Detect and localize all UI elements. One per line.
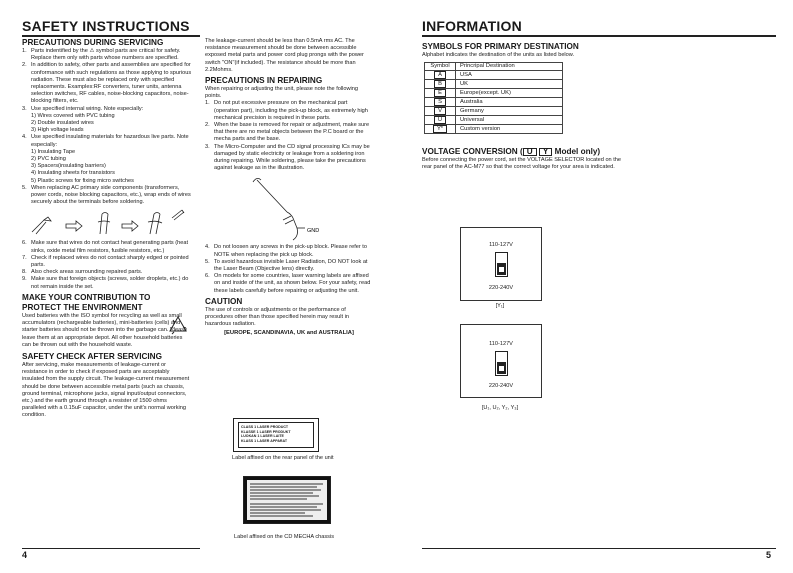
symbol-key: V bbox=[434, 107, 446, 115]
middle-column bbox=[205, 38, 373, 338]
gnd-label: GND bbox=[307, 228, 320, 235]
left-title-rule bbox=[22, 35, 200, 37]
page-number-left: 4 bbox=[22, 550, 28, 560]
right-title-rule bbox=[422, 35, 776, 37]
list-item: 4. Use specified insulating materials for hazardous live parts. Note especially: bbox=[22, 134, 189, 148]
list-item: 8. Also check areas surrounding repaired parts. bbox=[22, 269, 143, 276]
region-label: [EUROPE, SCANDINAVIA, UK and AUSTRALIA] bbox=[224, 330, 354, 337]
label2-caption: Label affixed on the CD MECHA chassis bbox=[234, 534, 335, 540]
insulation-5: 5) Plastic screws for fixing micro switches bbox=[31, 177, 134, 184]
list-item: 7. Check if replaced wires do not contact sharply edged or pointed parts. bbox=[22, 254, 189, 269]
wiring-2: 2) Double insulated wires bbox=[31, 120, 94, 127]
safety-check-text: After servicing, make measurements of leakage-current or resistance in order to check if exposed parts are acceptably insulated from the supply circuit. The leakage-current measurement should be done between accessible metal parts (such as chassis, ground terminal, microphone jacks, signal input/output connectors, etc.) and the earth ground through a resister of 1500 ohms paralleled with a 0.15uF capacitor, under the unit's normal working condition. bbox=[22, 361, 190, 419]
repair-heading: PRECAUTIONS IN REPAIRING bbox=[205, 76, 323, 86]
destination-cell: Europe(except. UK) bbox=[456, 89, 563, 98]
voltage-selector-figure-2 bbox=[460, 324, 542, 398]
table-row bbox=[425, 125, 563, 134]
label1-line-1: CLASS 1 LASER PRODUCT bbox=[241, 425, 289, 429]
wiring-1: 1) Wires covered with PVC tubing bbox=[31, 112, 115, 119]
list-item: 1. Do not put excessive pressure on the mechanical part (operation part), including the pick-up block, as extremely high mechanical precision is required in these parts. bbox=[205, 100, 368, 121]
fig1-bottom-label: 220-240V bbox=[488, 285, 514, 291]
environment-text: Used batteries with the ISO symbol for recycling as well as small accumulators (rechargeable batteries), mini-batteries (cells) and starter batteries should not be thrown into the garbage can. Please leave them at an appropriate depot. All other household batteries can be thrown out with the household waste. bbox=[22, 312, 188, 348]
table-row bbox=[425, 116, 563, 125]
repair-intro: When repairing or adjusting the unit, please note the following points. bbox=[205, 86, 358, 100]
safety-check-heading: SAFETY CHECK AFTER SERVICING bbox=[22, 351, 162, 361]
symbol-key: A bbox=[434, 71, 446, 79]
symbol-key: E bbox=[434, 89, 446, 97]
destination-cell: Universal bbox=[456, 116, 563, 125]
wiring-3: 3) High voltage leads bbox=[31, 127, 84, 134]
table-header: Princripal Destination bbox=[456, 63, 563, 71]
label2-text-lines bbox=[247, 480, 327, 520]
destination-cell: Australia bbox=[456, 98, 563, 107]
table-row bbox=[425, 98, 563, 107]
list-item: 6. On models for some countries, laser warning labels are affixed on and inside of the unit, as shown below. For your safety, read these labels carefully before repairing or adjusting the unit. bbox=[205, 273, 371, 294]
list-item: 3. Use specified internal wiring. Note especially: bbox=[22, 105, 144, 112]
fig1-caption: [Y₁] bbox=[495, 303, 505, 309]
insulation-2: 2) PVC tubing bbox=[31, 156, 66, 163]
list-item: 5. To avoid hazardous invisible Laser Radiation, DO NOT look at the Laser Beam (Objective lens) directly. bbox=[205, 258, 368, 273]
left-bottom-rule bbox=[22, 548, 200, 549]
list-item: 2. When the base is removed for repair or adjustment, make sure that there are no metal objects between the P.C board or the mecha parts and the base. bbox=[205, 122, 370, 143]
laser-label-1 bbox=[233, 418, 319, 452]
left-page-title: SAFETY INSTRUCTIONS bbox=[22, 18, 190, 34]
voltage-switch-2 bbox=[495, 351, 508, 376]
voltage-switch-1 bbox=[495, 252, 508, 277]
destination-cell: Germany bbox=[456, 107, 563, 116]
insulation-4: 4) Insulating sheets for transistors bbox=[31, 170, 115, 177]
recycle-icon bbox=[166, 315, 190, 337]
symbol-key: S bbox=[434, 98, 446, 106]
voltage-heading: VOLTAGE CONVERSION ( U Y Model only) bbox=[422, 147, 601, 157]
caution-heading: CAUTION bbox=[205, 296, 243, 306]
right-page-title: INFORMATION bbox=[422, 18, 522, 34]
leakage-text: The leakage-current should be less than 0.5mA rms AC. The resistance measurement should be done between accessible exposed metal parts and power cord plug prongs with the power switch "ON"(if included). The resistance should be more than 2.2Mohms. bbox=[205, 38, 364, 73]
list-item: 2. In addition to safety, other parts and assemblies are specified for conformance with such regulations as those applying to spurious radiation. These must also be replaced only with specified replacements. Examples:RF converters, tuner units, antenna selection switches, RF cables, noise-blocking capacitors, noise-blocking filters, etc. bbox=[22, 62, 192, 105]
symbol-key: Y* bbox=[433, 125, 447, 133]
voltage-text: Before connecting the power cord, set the VOLTAGE SELECTOR located on the rear panel of the AC-M77 so that the correct voltage for your area is indicated. bbox=[422, 157, 621, 171]
symbol-key: U bbox=[434, 116, 446, 124]
table-row bbox=[425, 71, 563, 80]
wire-wrapping-illustration bbox=[22, 208, 192, 238]
fig2-bottom-label: 220-240V bbox=[488, 383, 514, 389]
right-bottom-rule bbox=[422, 548, 776, 549]
destination-table bbox=[424, 62, 563, 134]
environment-heading: MAKE YOUR CONTRIBUTION TO PROTECT THE ENVIRONMENT bbox=[22, 292, 151, 312]
table-row bbox=[425, 107, 563, 116]
list-item: 9. Make sure that foreign objects (screws, solder droplets, etc.) do not remain inside the set. bbox=[22, 276, 189, 290]
symbol-key: B bbox=[434, 80, 446, 88]
insulation-1: 1) Insulating Tape bbox=[31, 148, 76, 155]
precautions-heading: PRECAUTIONS DURING SERVICING bbox=[22, 38, 164, 47]
voltage-selector-figure-1 bbox=[460, 227, 542, 301]
insulation-3: 3) Spacers(insulating barriers) bbox=[31, 163, 106, 170]
label1-caption: Label affixed on the rear panel of the unit bbox=[232, 455, 334, 461]
key-y: Y bbox=[539, 148, 552, 156]
symbols-intro: Alphabet indicates the destination of the units as listed below. bbox=[422, 52, 575, 58]
destination-cell: USA bbox=[456, 71, 563, 80]
list-item: 3. The Micro-Computer and the CD signal processing ICs may be damaged by static electricity or leakage from a soldering iron during repairing. While soldering, please take the precautions against leakage as in the illustration. bbox=[205, 143, 370, 172]
list-item: 6. Make sure that wires do not contact heat generating parts (heat sinks, oxide metal film resistors, fusible resistors, etc.) bbox=[22, 240, 189, 254]
left-column bbox=[22, 38, 192, 420]
soldering-illustration bbox=[205, 172, 373, 244]
table-header-row bbox=[425, 63, 563, 71]
destination-cell: Custom version bbox=[456, 125, 563, 134]
key-u: U bbox=[523, 148, 537, 156]
table-header: Symbol bbox=[425, 63, 456, 71]
list-item: 5. When replacing AC primary side components (transformers, power cords, noise blocking capacitors, etc.), wrap ends of wires securely about the terminals before soldering. bbox=[22, 184, 191, 206]
page-number-right: 5 bbox=[766, 550, 772, 560]
label1-line-3: LUOKAN 1 LASER LAITE bbox=[241, 434, 284, 439]
label1-line-4: KLASS 1 LASER APPARAT bbox=[241, 438, 288, 443]
laser-label-2 bbox=[243, 476, 331, 524]
destination-cell: UK bbox=[456, 80, 563, 89]
table-row bbox=[425, 89, 563, 98]
right-column bbox=[422, 42, 692, 172]
symbols-heading: SYMBOLS FOR PRIMARY DESTINATION bbox=[422, 42, 579, 51]
caution-text: The use of controls or adjustments or the performance of procedures other than those specified herein may result in hazardous radiation. bbox=[205, 306, 349, 328]
fig1-top-label: 110-127V bbox=[489, 242, 513, 248]
fig2-top-label: 110-127V bbox=[489, 341, 513, 347]
list-item: 4. Do not loosen any screws in the pick-up block. Please refer to NOTE when replacing the pick up block. bbox=[205, 244, 367, 258]
label1-line-2: KLASSE 1 LASER PRODUKT bbox=[241, 429, 291, 434]
fig2-caption: [U₁, U₂, Y₂, Y₃] bbox=[481, 405, 519, 411]
list-item: 1. Parts indentified by the ⚠ symbol parts are critical for safety. Replace them only with parts whose numbers are specified. bbox=[22, 48, 181, 62]
table-row bbox=[425, 80, 563, 89]
